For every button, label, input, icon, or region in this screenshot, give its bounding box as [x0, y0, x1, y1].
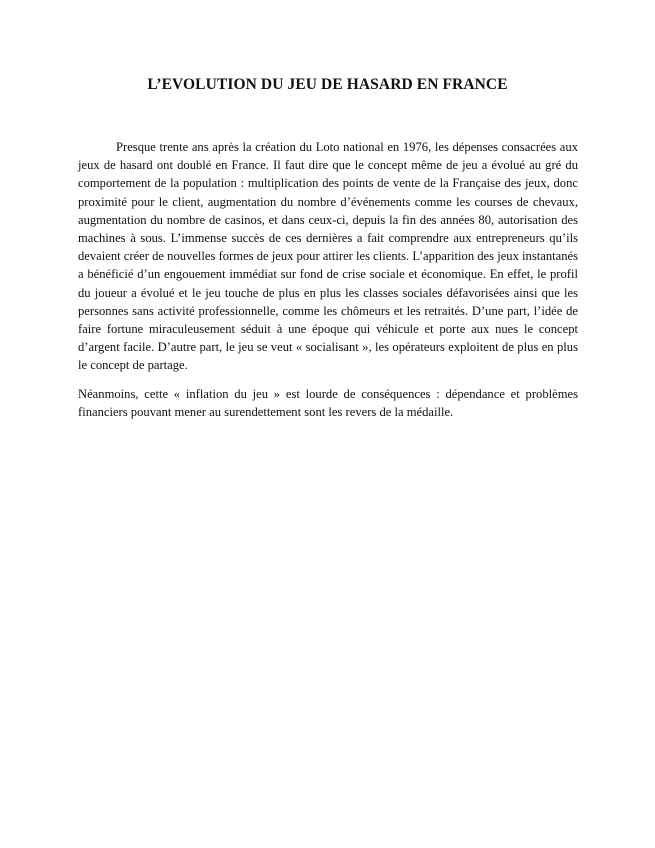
paragraph-1: Presque trente ans après la création du Loto national en 1976, les dépenses consacrées aux jeux de hasard ont doublé en France. Il faut dire que le concept même de jeu a évolué au gré du comportement de la population : multiplication des points de vente de la Française des jeux, donc proximité pour le client, augmentation du nombre d’événements comme les courses de chevaux, augmentation du nombre de casinos, et dans ceux-ci, depuis la fin des années 80, autorisation des machines à sous. L’immense succès de ces dernières a fait comprendre aux entrepreneurs qu’ils devaient créer de nouvelles formes de jeux pour attirer les clients. L’apparition des jeux instantanés a bénéficié d’un engouement immédiat sur fond de crise sociale et économique. En effet, le profil du joueur a évolué et le jeu touche de plus en plus les classes sociales défavorisées ainsi que les personnes sans activité professionnelle, comme les chômeurs et les retraités. D’une part, l’idée de faire fortune miraculeusement séduit à une époque qui véhicule et porte aux nues le concept d’argent facile. D’autre part, le jeu se veut « socialisant », les opérateurs exploitent de plus en plus le concept de partage.	[78, 140, 578, 373]
paragraph-2: Néanmoins, cette « inflation du jeu » est lourde de conséquences : dépendance et problèmes financiers pouvant mener au surendettement sont les revers de la médaille.	[78, 386, 578, 419]
document-body	[78, 138, 578, 431]
document-title: L’EVOLUTION DU JEU DE HASARD EN FRANCE	[147, 76, 508, 93]
